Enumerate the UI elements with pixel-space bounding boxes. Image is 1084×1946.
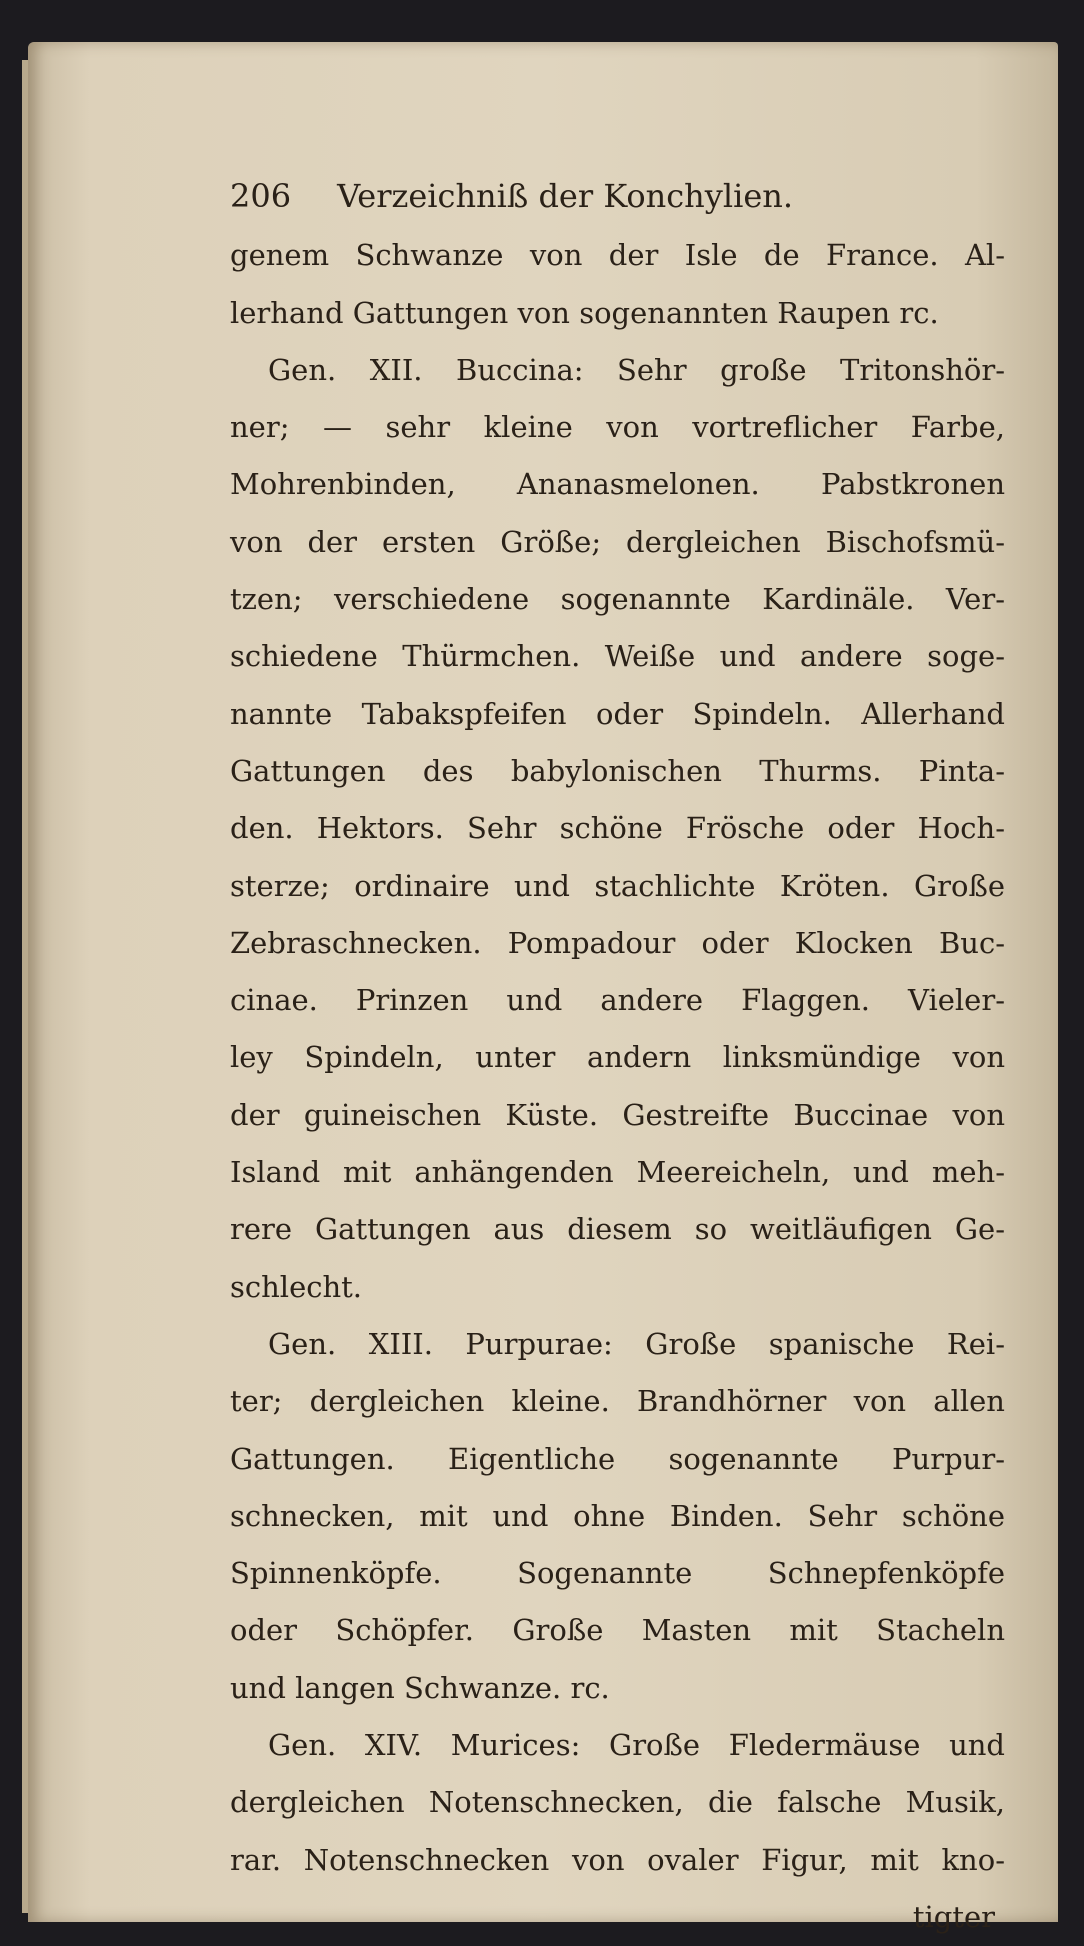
text-line: genem Schwanze von der Isle de France. Al-	[230, 238, 1005, 273]
text-line: Spinnenköpfe. Sogenannte Schnepfenköpfe	[230, 1556, 1005, 1591]
running-header	[230, 168, 1005, 225]
text-line: von der ersten Größe; dergleichen Bischofsmü-	[230, 524, 1005, 559]
text-line: Gattungen des babylonischen Thurms. Pinta-	[230, 753, 1005, 788]
text-line: ley Spindeln, unter andern linksmündige von	[230, 1040, 1005, 1075]
page-number: 206	[230, 177, 292, 215]
text-line: Gattungen. Eigentliche sogenannte Purpur-	[230, 1441, 1005, 1476]
text-line: dergleichen Notenschnecken, die falsche Musik,	[230, 1785, 1005, 1820]
text-line: ner; — sehr kleine von vortreflicher Farbe,	[230, 410, 1005, 445]
text-line: Gen. XIII. Purpurae: Große spanische Rei-	[268, 1326, 1005, 1361]
body-text	[230, 227, 1005, 1889]
text-line: lerhand Gattungen von sogenannten Raupen rc.	[230, 295, 939, 330]
text-line: cinae. Prinzen und andere Flaggen. Vieler-	[230, 983, 1005, 1018]
text-line: nannte Tabakspfeifen oder Spindeln. Allerhand	[230, 696, 1005, 731]
text-line: Zebraschnecken. Pompadour oder Klocken Buc-	[230, 925, 1005, 960]
running-title: Verzeichniß der Konchylien.	[337, 177, 794, 215]
page-text	[230, 168, 1005, 1946]
text-line: den. Hektors. Sehr schöne Frösche oder Hoch-	[230, 811, 1005, 846]
text-line: rere Gattungen aus diesem so weitläufigen Ge-	[230, 1212, 1005, 1247]
text-line: sterze; ordinaire und stachlichte Kröten. Große	[230, 868, 1005, 903]
text-line: ter; dergleichen kleine. Brandhörner von allen	[230, 1384, 1005, 1419]
text-line: Gen. XIV. Murices: Große Fledermäuse und	[268, 1728, 1005, 1763]
text-line: tzen; verschiedene sogenannte Kardinäle. Ver-	[230, 582, 1005, 617]
text-line: und langen Schwanze. rc.	[230, 1670, 610, 1705]
catchword: tigter	[912, 1899, 995, 1934]
text-line: rar. Notenschnecken von ovaler Figur, mit kno-	[230, 1842, 1005, 1877]
text-line: schnecken, mit und ohne Binden. Sehr schöne	[230, 1498, 1005, 1533]
text-line: schiedene Thürmchen. Weiße und andere soge-	[230, 639, 1005, 674]
text-line: schlecht.	[230, 1269, 363, 1304]
text-line: oder Schöpfer. Große Masten mit Stacheln	[230, 1613, 1005, 1648]
text-line: Mohrenbinden, Ananasmelonen. Pabstkronen	[230, 467, 1005, 502]
text-line: der guineischen Küste. Gestreifte Buccinae von	[230, 1097, 1005, 1132]
text-line: Gen. XII. Buccina: Sehr große Tritonshör-	[268, 352, 1005, 387]
text-line: Island mit anhängenden Meereicheln, und meh-	[230, 1155, 1005, 1190]
